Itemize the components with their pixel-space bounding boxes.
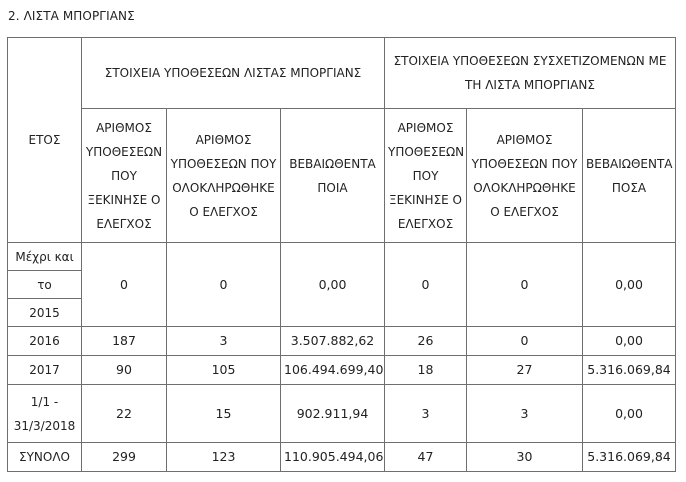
table-header-row-subcolumns: [8, 109, 676, 243]
value-cell: 0: [167, 243, 281, 327]
value-cell: 0: [385, 243, 467, 327]
value-cell: 3: [167, 327, 281, 356]
column-header-related-cases-completed: ΑΡΙΘΜΟΣ ΥΠΟΘΕΣΕΩΝ ΠΟΥ ΟΛΟΚΛΗΡΩΘΗΚΕ Ο ΕΛΕΓΧΟΣ: [467, 109, 583, 243]
value-cell: 105: [167, 356, 281, 385]
value-cell: 22: [82, 385, 167, 443]
column-header-assessed-amounts: ΒΕΒΑΙΩΘΕΝΤΑ ΠΟΣΑ: [583, 109, 676, 243]
value-cell: 90: [82, 356, 167, 385]
statistics-table: [7, 37, 676, 472]
year-cell-line: 2015: [8, 299, 82, 327]
value-cell: 0,00: [583, 243, 676, 327]
total-value-cell: 123: [167, 443, 281, 472]
value-cell: 0,00: [281, 243, 385, 327]
column-header-assessed-fines: ΒΕΒΑΙΩΘΕΝΤΑ ΠΟΙΑ: [281, 109, 385, 243]
value-cell: 27: [467, 356, 583, 385]
total-value-cell: 299: [82, 443, 167, 472]
total-value-cell: 30: [467, 443, 583, 472]
value-cell: 15: [167, 385, 281, 443]
column-header-related-cases-started: ΑΡΙΘΜΟΣ ΥΠΟΘΕΣΕΩΝ ΠΟΥ ΞΕΚΙΝΗΣΕ Ο ΕΛΕΓΧΟΣ: [385, 109, 467, 243]
table-row-total: [8, 443, 676, 472]
page-title: 2. ΛΙΣΤΑ ΜΠΟΡΓΙΑΝΣ: [8, 9, 135, 23]
year-cell: 1/1 - 31/3/2018: [8, 385, 82, 443]
group-header-related-cases: ΣΤΟΙΧΕΙΑ ΥΠΟΘΕΣΕΩΝ ΣΥΣΧΕΤΙΖΟΜΕΝΩΝ ΜΕ ΤΗ ΛΙΣΤΑ ΜΠΟΡΓΙΑΝΣ: [385, 38, 676, 109]
value-cell: 106.494.699,40: [281, 356, 385, 385]
year-cell: 2017: [8, 356, 82, 385]
table-row: [8, 327, 676, 356]
value-cell: 0: [467, 243, 583, 327]
value-cell: 3: [467, 385, 583, 443]
value-cell: 0: [467, 327, 583, 356]
total-value-cell: 47: [385, 443, 467, 472]
value-cell: 0: [82, 243, 167, 327]
value-cell: 0,00: [583, 327, 676, 356]
column-header-cases-completed: ΑΡΙΘΜΟΣ ΥΠΟΘΕΣΕΩΝ ΠΟΥ ΟΛΟΚΛΗΡΩΘΗΚΕ Ο ΕΛΕΓΧΟΣ: [167, 109, 281, 243]
value-cell: 902.911,94: [281, 385, 385, 443]
value-cell: 3: [385, 385, 467, 443]
value-cell: 187: [82, 327, 167, 356]
value-cell: 5.316.069,84: [583, 356, 676, 385]
table-header-row-groups: [8, 38, 676, 109]
group-header-list-cases: ΣΤΟΙΧΕΙΑ ΥΠΟΘΕΣΕΩΝ ΛΙΣΤΑΣ ΜΠΟΡΓΙΑΝΣ: [82, 38, 385, 109]
table-row: [8, 356, 676, 385]
year-column-header: ΕΤΟΣ: [8, 38, 82, 243]
year-cell: 2016: [8, 327, 82, 356]
year-cell-line: το: [8, 271, 82, 299]
value-cell: 3.507.882,62: [281, 327, 385, 356]
table-row: [8, 385, 676, 443]
year-cell-line: Μέχρι και: [8, 243, 82, 271]
table-row: [8, 243, 676, 271]
value-cell: 0,00: [583, 385, 676, 443]
total-value-cell: 5.316.069,84: [583, 443, 676, 472]
total-label-cell: ΣΥΝΟΛΟ: [8, 443, 82, 472]
column-header-cases-started: ΑΡΙΘΜΟΣ ΥΠΟΘΕΣΕΩΝ ΠΟΥ ΞΕΚΙΝΗΣΕ Ο ΕΛΕΓΧΟΣ: [82, 109, 167, 243]
value-cell: 18: [385, 356, 467, 385]
total-value-cell: 110.905.494,06: [281, 443, 385, 472]
value-cell: 26: [385, 327, 467, 356]
